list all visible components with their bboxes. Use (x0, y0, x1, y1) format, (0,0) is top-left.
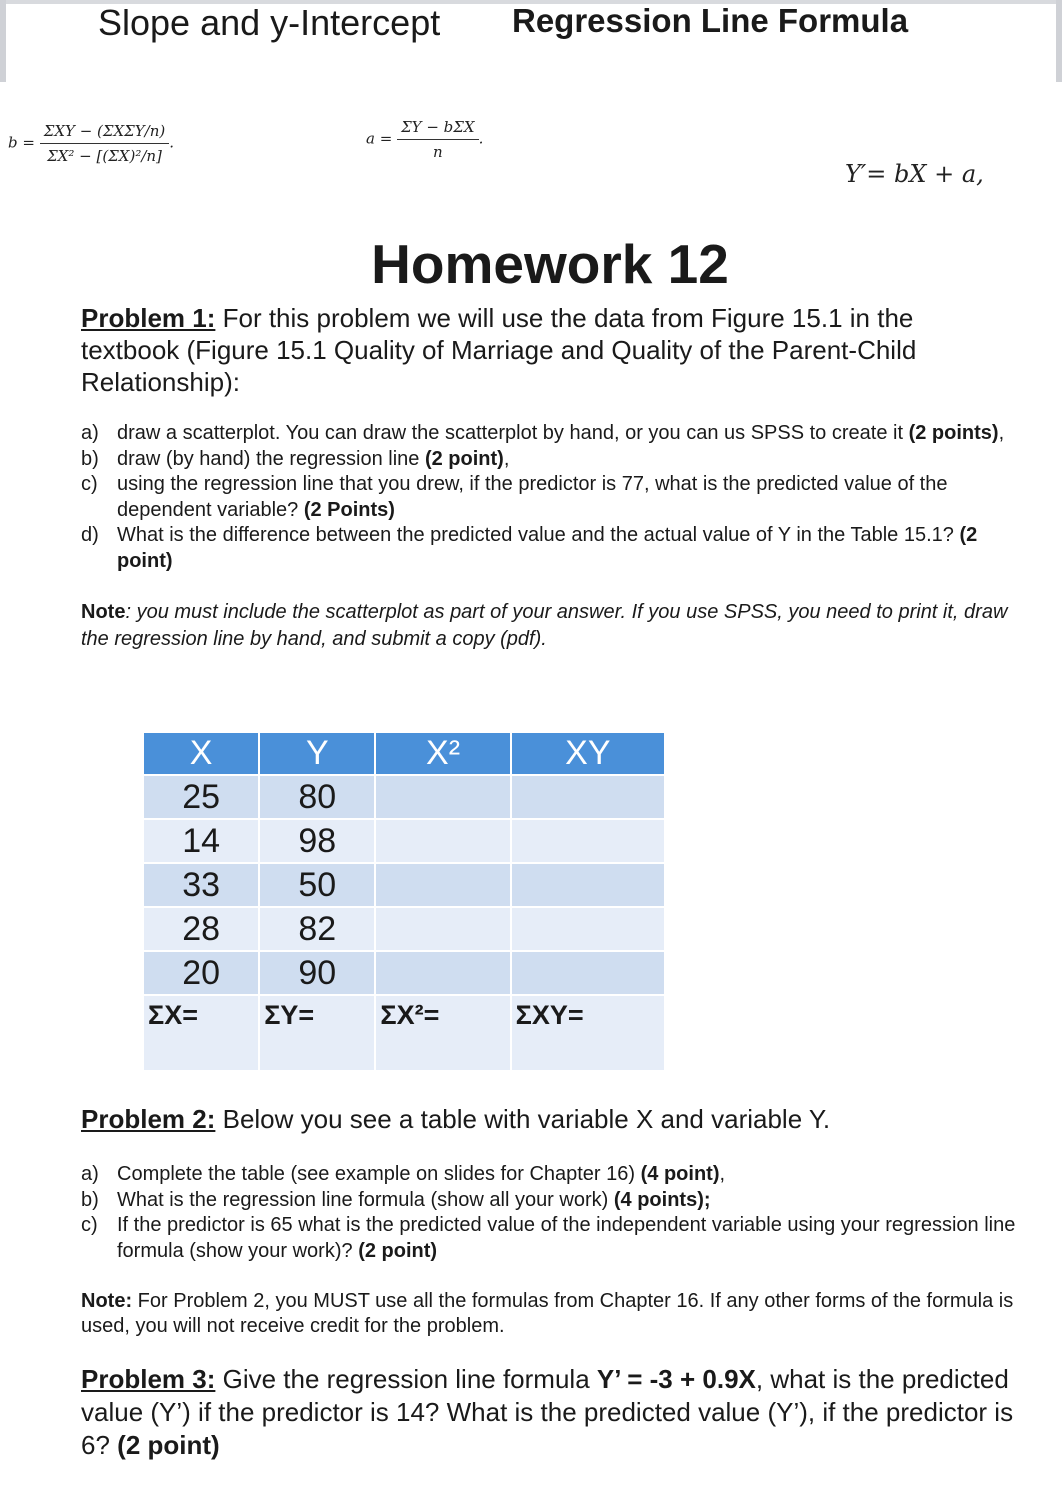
problem2-list (81, 1162, 1041, 1264)
problem1-note (81, 599, 1021, 653)
item-text: using the regression line that you drew, if the predictor is 77, what is the predicted value of the dependent variable? (117, 473, 948, 521)
sum-xy: ΣXY= (512, 996, 664, 1070)
problem3-text1: Give the regression line formula (215, 1364, 597, 1394)
problem3-points: (2 point) (117, 1430, 220, 1460)
slope-formula: b = $\frac{\text{ΣXY − (ΣXΣY/n)}}{\text{ΣX² − [(ΣX)²/n]}}$ . (8, 122, 175, 165)
list-item (81, 472, 1021, 523)
cell-xy (512, 952, 664, 994)
problem2-text: Below you see a table with variable X and variable Y. (215, 1104, 831, 1134)
note-text: : you must include the scatterplot as part of your answer. If you use SPSS, you need to print it, draw the regression line by hand, and submit a copy (pdf). (81, 601, 1008, 650)
left-border (0, 0, 6, 82)
item-points: (4 points); (613, 1188, 711, 1211)
table-header-row (144, 733, 664, 774)
table-row (144, 864, 664, 906)
slope-lhs: b = (8, 133, 35, 152)
regression-equation: Y′= bX + a, (845, 160, 984, 188)
item-marker: b) (81, 1188, 99, 1211)
cell-xy (512, 864, 664, 906)
item-text: What is the difference between the predicted value and the actual value of Y in the Table 15.1? (117, 524, 960, 546)
note-label: Note (81, 601, 126, 623)
cell-y: 50 (260, 864, 374, 906)
note-label: Note: (81, 1290, 133, 1312)
problem3-label: Problem 3: (81, 1364, 216, 1394)
cell-x: 20 (144, 952, 258, 994)
sum-x-squared: ΣX²= (376, 996, 509, 1070)
item-points: (2 Points) (303, 498, 395, 521)
item-text: Complete the table (see example on slides for Chapter 16) (117, 1163, 641, 1185)
cell-xy (512, 776, 664, 818)
intercept-denominator: n (432, 143, 443, 161)
cell-x: 25 (144, 776, 258, 818)
cell-x-squared (376, 952, 509, 994)
problem2-label: Problem 2: (81, 1104, 216, 1134)
note-text: For Problem 2, you MUST use all the formulas from Chapter 16. If any other forms of the formula is used, you will not receive credit for the problem. (81, 1290, 1014, 1337)
table-row (144, 776, 664, 818)
item-text: draw a scatterplot. You can draw the scatterplot by hand, or you can us SPSS to create it (117, 422, 909, 444)
header-x: X (144, 733, 258, 774)
item-tail: , (719, 1163, 726, 1185)
list-item (81, 421, 1021, 447)
slope-fraction (40, 122, 170, 165)
table-row (144, 952, 664, 994)
cell-xy (512, 820, 664, 862)
item-points: (2 point) (117, 524, 978, 572)
sum-y: ΣY= (260, 996, 374, 1070)
item-points: (4 point) (640, 1163, 720, 1185)
list-item (81, 1188, 1041, 1214)
problem3-text2: , what is the predicted value (Y’) if the predictor is 14? What is the predicted value (Y’), if the predictor is 6? (81, 1364, 1014, 1460)
cell-x-squared (376, 908, 509, 950)
item-points: (2 point) (358, 1239, 438, 1262)
cell-y: 90 (260, 952, 374, 994)
list-item (81, 1213, 1041, 1264)
item-marker: d) (81, 524, 99, 546)
problem1-list (81, 421, 1021, 574)
item-points: (2 point) (424, 447, 504, 470)
cell-x-squared (376, 820, 509, 862)
intercept-lhs: a = (366, 129, 393, 148)
item-marker: c) (81, 1214, 98, 1236)
header-x-squared: X² (376, 733, 509, 774)
table-row (144, 908, 664, 950)
slope-denominator: ΣX² − [(ΣX)²/n] (47, 147, 162, 165)
intercept-numerator: ΣY − bΣX (397, 118, 479, 140)
item-marker: a) (81, 422, 99, 444)
problem2-note (81, 1289, 1041, 1339)
problem1-label: Problem 1: (81, 303, 216, 333)
header-xy: XY (512, 733, 664, 774)
item-text: draw (by hand) the regression line (117, 447, 425, 470)
data-table (142, 731, 666, 1072)
item-points: (2 points) (908, 422, 999, 444)
cell-xy (512, 908, 664, 950)
item-tail: , (503, 447, 510, 470)
list-item (81, 1162, 1041, 1188)
regression-formula-heading: Regression Line Formula (512, 2, 909, 39)
cell-y: 98 (260, 820, 374, 862)
item-marker: b) (81, 447, 99, 470)
cell-x-squared (376, 864, 509, 906)
item-text: What is the regression line formula (show all your work) (117, 1188, 614, 1211)
cell-x: 28 (144, 908, 258, 950)
problem3 (81, 1363, 1041, 1462)
cell-x: 14 (144, 820, 258, 862)
problem1-intro (81, 302, 1011, 398)
intercept-fraction (397, 118, 479, 161)
slope-numerator: ΣXY − (ΣXΣY/n) (40, 122, 170, 144)
intercept-formula: a = $\frac{\text{ΣY − bΣX}}{n}$ . (366, 118, 484, 161)
cell-y: 82 (260, 908, 374, 950)
table-sum-row (144, 996, 664, 1070)
cell-y: 80 (260, 776, 374, 818)
list-item (81, 447, 1021, 473)
right-border (1056, 0, 1062, 82)
problem1-text: For this problem we will use the data from Figure 15.1 in the textbook (Figure 15.1 Quality of Marriage and Quality of the Parent-Child Relationship): (81, 303, 917, 397)
page-title: Homework 12 (371, 233, 729, 295)
item-marker: a) (81, 1163, 99, 1185)
sum-x: ΣX= (144, 996, 258, 1070)
cell-x-squared (376, 776, 509, 818)
item-tail: , (998, 422, 1005, 444)
slope-intercept-heading: Slope and y-Intercept (98, 2, 441, 43)
item-marker: c) (81, 473, 98, 495)
cell-x: 33 (144, 864, 258, 906)
problem2-intro (81, 1104, 830, 1135)
item-text: If the predictor is 65 what is the predicted value of the independent variable using your regression line formula (show your work)? (117, 1214, 1016, 1262)
table-row (144, 820, 664, 862)
list-item (81, 523, 1021, 574)
header-y: Y (260, 733, 374, 774)
problem3-formula: Y’ = -3 + 0.9X (596, 1364, 756, 1394)
